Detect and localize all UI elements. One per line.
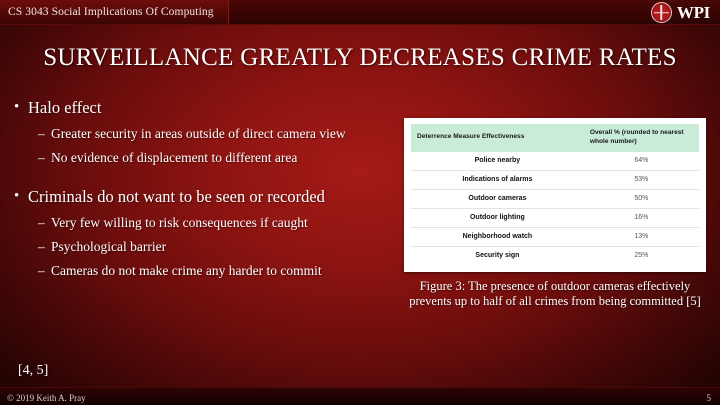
- table-cell-percent: 25%: [634, 252, 649, 260]
- table-cell-percent: 16%: [584, 208, 699, 227]
- bullet-level2: [14, 263, 394, 279]
- table-row: [411, 152, 699, 171]
- deterrence-table: [411, 124, 699, 265]
- bullet-level2: [14, 126, 394, 142]
- table-cell-measure: Outdoor cameras: [411, 189, 584, 208]
- bullet-dash-icon: –: [38, 126, 45, 142]
- table-cell-measure: Security sign: [475, 252, 520, 260]
- bullet-level2: [14, 215, 394, 231]
- table-row: [411, 189, 699, 208]
- table-row: [411, 246, 699, 265]
- table-header-percent: Overall % (rounded to nearest whole number): [584, 124, 699, 152]
- table-cell-measure: Outdoor lighting: [411, 208, 584, 227]
- table-row: [411, 170, 699, 189]
- page-number: 5: [706, 393, 711, 403]
- bullet-dash-icon: –: [38, 214, 45, 230]
- table-row: [411, 208, 699, 227]
- copyright-notice: © 2019 Keith A. Pray: [7, 393, 86, 403]
- table-cell-percent: 50%: [584, 189, 699, 208]
- bullet-level2-text: Greater security in areas outside of direct camera view: [51, 126, 346, 142]
- bullet-level2-text: Very few willing to risk consequences if caught: [51, 214, 308, 230]
- figure: [404, 118, 706, 309]
- bullet-level2-text: No evidence of displacement to different area: [51, 150, 298, 166]
- wpi-seal-icon: [651, 2, 672, 23]
- wpi-logo: [651, 2, 710, 23]
- course-title: CS 3043 Social Implications Of Computing: [8, 6, 214, 18]
- deterrence-table-image: [404, 118, 706, 272]
- bullet-level1-text: Criminals do not want to be seen or recorded: [28, 186, 325, 206]
- footer-bar: [0, 387, 720, 405]
- bullet-dash-icon: –: [38, 238, 45, 254]
- bullet-dash-icon: –: [38, 150, 45, 166]
- table-cell-measure: Neighborhood watch: [411, 227, 584, 246]
- reference-citation: [4, 5]: [18, 363, 49, 378]
- bullet-level2: [14, 239, 394, 255]
- bullet-dot-icon: •: [14, 99, 20, 115]
- table-row: [411, 227, 699, 246]
- bullet-level1: [14, 98, 394, 118]
- page-title: SURVEILLANCE GREATLY DECREASES CRIME RATES: [43, 44, 677, 71]
- bullet-level1-text: Halo effect: [28, 98, 102, 117]
- table-cell-percent: 13%: [584, 227, 699, 246]
- table-cell-percent: 53%: [584, 170, 699, 189]
- bullet-dash-icon: –: [38, 263, 45, 278]
- figure-caption: Figure 3: The presence of outdoor cameras effectively prevents up to half of all crimes from being committed [5]: [409, 278, 701, 309]
- header-bar: [0, 0, 720, 25]
- bullet-group-spacer: [14, 167, 394, 179]
- bullet-list: [14, 90, 394, 279]
- wpi-logo-text: WPI: [676, 2, 710, 22]
- table-cell-measure: Police nearby: [411, 152, 584, 171]
- table-header-row: [411, 124, 699, 152]
- bullet-level2-text: Psychological barrier: [51, 238, 167, 254]
- course-title-tab: [0, 0, 229, 24]
- table-header-measure: Deterrence Measure Effectiveness: [411, 124, 584, 152]
- bullet-level2-text: Cameras do not make crime any harder to commit: [51, 263, 322, 278]
- bullet-level2: [14, 150, 394, 166]
- bullet-dot-icon: •: [14, 187, 20, 204]
- bullet-level1: [14, 187, 394, 207]
- table-cell-percent: 64%: [584, 152, 699, 171]
- table-cell-measure: Indications of alarms: [411, 170, 584, 189]
